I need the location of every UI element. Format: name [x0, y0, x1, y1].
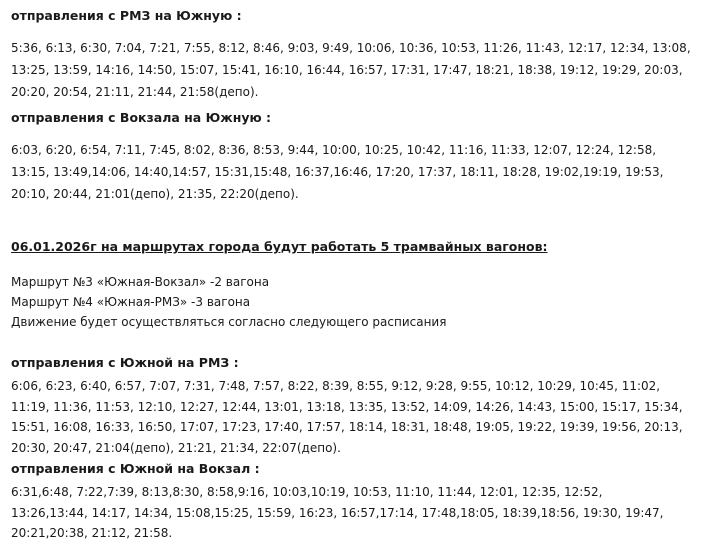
schedule-line: 13:26,13:44, 14:17, 14:34, 15:08,15:25, 15:59, 16:23, 16:57,17:14, 17:48,18:05, 18:39,18:56, 19:30, 19:47, — [11, 505, 664, 520]
schedule-line: 20:20, 20:54, 21:11, 21:44, 21:58(депо). — [11, 85, 259, 99]
announcement-details — [11, 272, 446, 332]
announcement-heading: 06.01.2026г на маршрутах города будут работать 5 трамвайных вагонов: — [11, 239, 548, 254]
schedule-line: 6:31,6:48, 7:22,7:39, 8:13,8:30, 8:58,9:16, 10:03,10:19, 10:53, 11:10, 11:44, 12:01, 12:35, 12:52, — [11, 485, 603, 499]
schedule-rmz-to-yuzhnaya — [11, 37, 691, 103]
section-heading-rmz-to-yuzhnaya: отправления с РМЗ на Южную : — [11, 8, 242, 23]
schedule-line: 6:03, 6:20, 6:54, 7:11, 7:45, 8:02, 8:36, 8:53, 9:44, 10:00, 10:25, 10:42, 11:16, 11:33, 12:07, 12:24, 12:58, — [11, 143, 657, 157]
section-heading-yuzhnaya-to-vokzal: отправления с Южной на Вокзал : — [11, 461, 260, 476]
schedule-line: 15:51, 16:08, 16:33, 16:50, 17:07, 17:23, 17:40, 17:57, 18:14, 18:31, 18:48, 19:05, 19:22, 19:39, 19:56, 20:13, — [11, 420, 683, 434]
route-4-line: Маршрут №4 «Южная-РМЗ» -3 вагона — [11, 295, 251, 309]
schedule-line: 13:15, 13:49,14:06, 14:40,14:57, 15:31,15:48, 16:37,16:46, 17:20, 17:37, 18:11, 18:28, 19:02,19:19, 19:53, — [11, 165, 664, 179]
schedule-line: 20:30, 20:47, 21:04(депо), 21:21, 21:34, 22:07(депо). — [11, 440, 341, 455]
schedule-yuzhnaya-to-vokzal — [11, 482, 664, 544]
schedule-yuzhnaya-to-rmz — [11, 376, 683, 458]
schedule-line: 13:25, 13:59, 14:16, 14:50, 15:07, 15:41, 16:10, 16:44, 16:57, 17:31, 17:47, 18:21, 18:38, 19:12, 19:29, 20:03, — [11, 63, 683, 77]
section-heading-yuzhnaya-to-rmz: отправления с Южной на РМЗ : — [11, 355, 239, 370]
route-3-line: Маршрут №3 «Южная-Вокзал» -2 вагона — [11, 275, 270, 289]
schedule-vokzal-to-yuzhnaya — [11, 139, 664, 205]
schedule-line: 5:36, 6:13, 6:30, 7:04, 7:21, 7:55, 8:12, 8:46, 9:03, 9:49, 10:06, 10:36, 10:53, 11:26, 11:43, 12:17, 12:34, 13:08, — [11, 41, 691, 55]
schedule-line: 11:19, 11:36, 11:53, 12:10, 12:27, 12:44, 13:01, 13:18, 13:35, 13:52, 14:09, 14:26, 14:43, 15:00, 15:17, 15:34, — [11, 399, 683, 414]
schedule-note-line: Движение будет осуществляться согласно следующего расписания — [11, 315, 447, 329]
schedule-line: 20:10, 20:44, 21:01(депо), 21:35, 22:20(депо). — [11, 187, 299, 201]
schedule-line: 6:06, 6:23, 6:40, 6:57, 7:07, 7:31, 7:48, 7:57, 8:22, 8:39, 8:55, 9:12, 9:28, 9:55, 10:12, 10:29, 10:45, 11:02, — [11, 379, 661, 393]
schedule-line: 20:21,20:38, 21:12, 21:58. — [11, 526, 173, 540]
section-heading-vokzal-to-yuzhnaya: отправления с Вокзала на Южную : — [11, 110, 271, 125]
